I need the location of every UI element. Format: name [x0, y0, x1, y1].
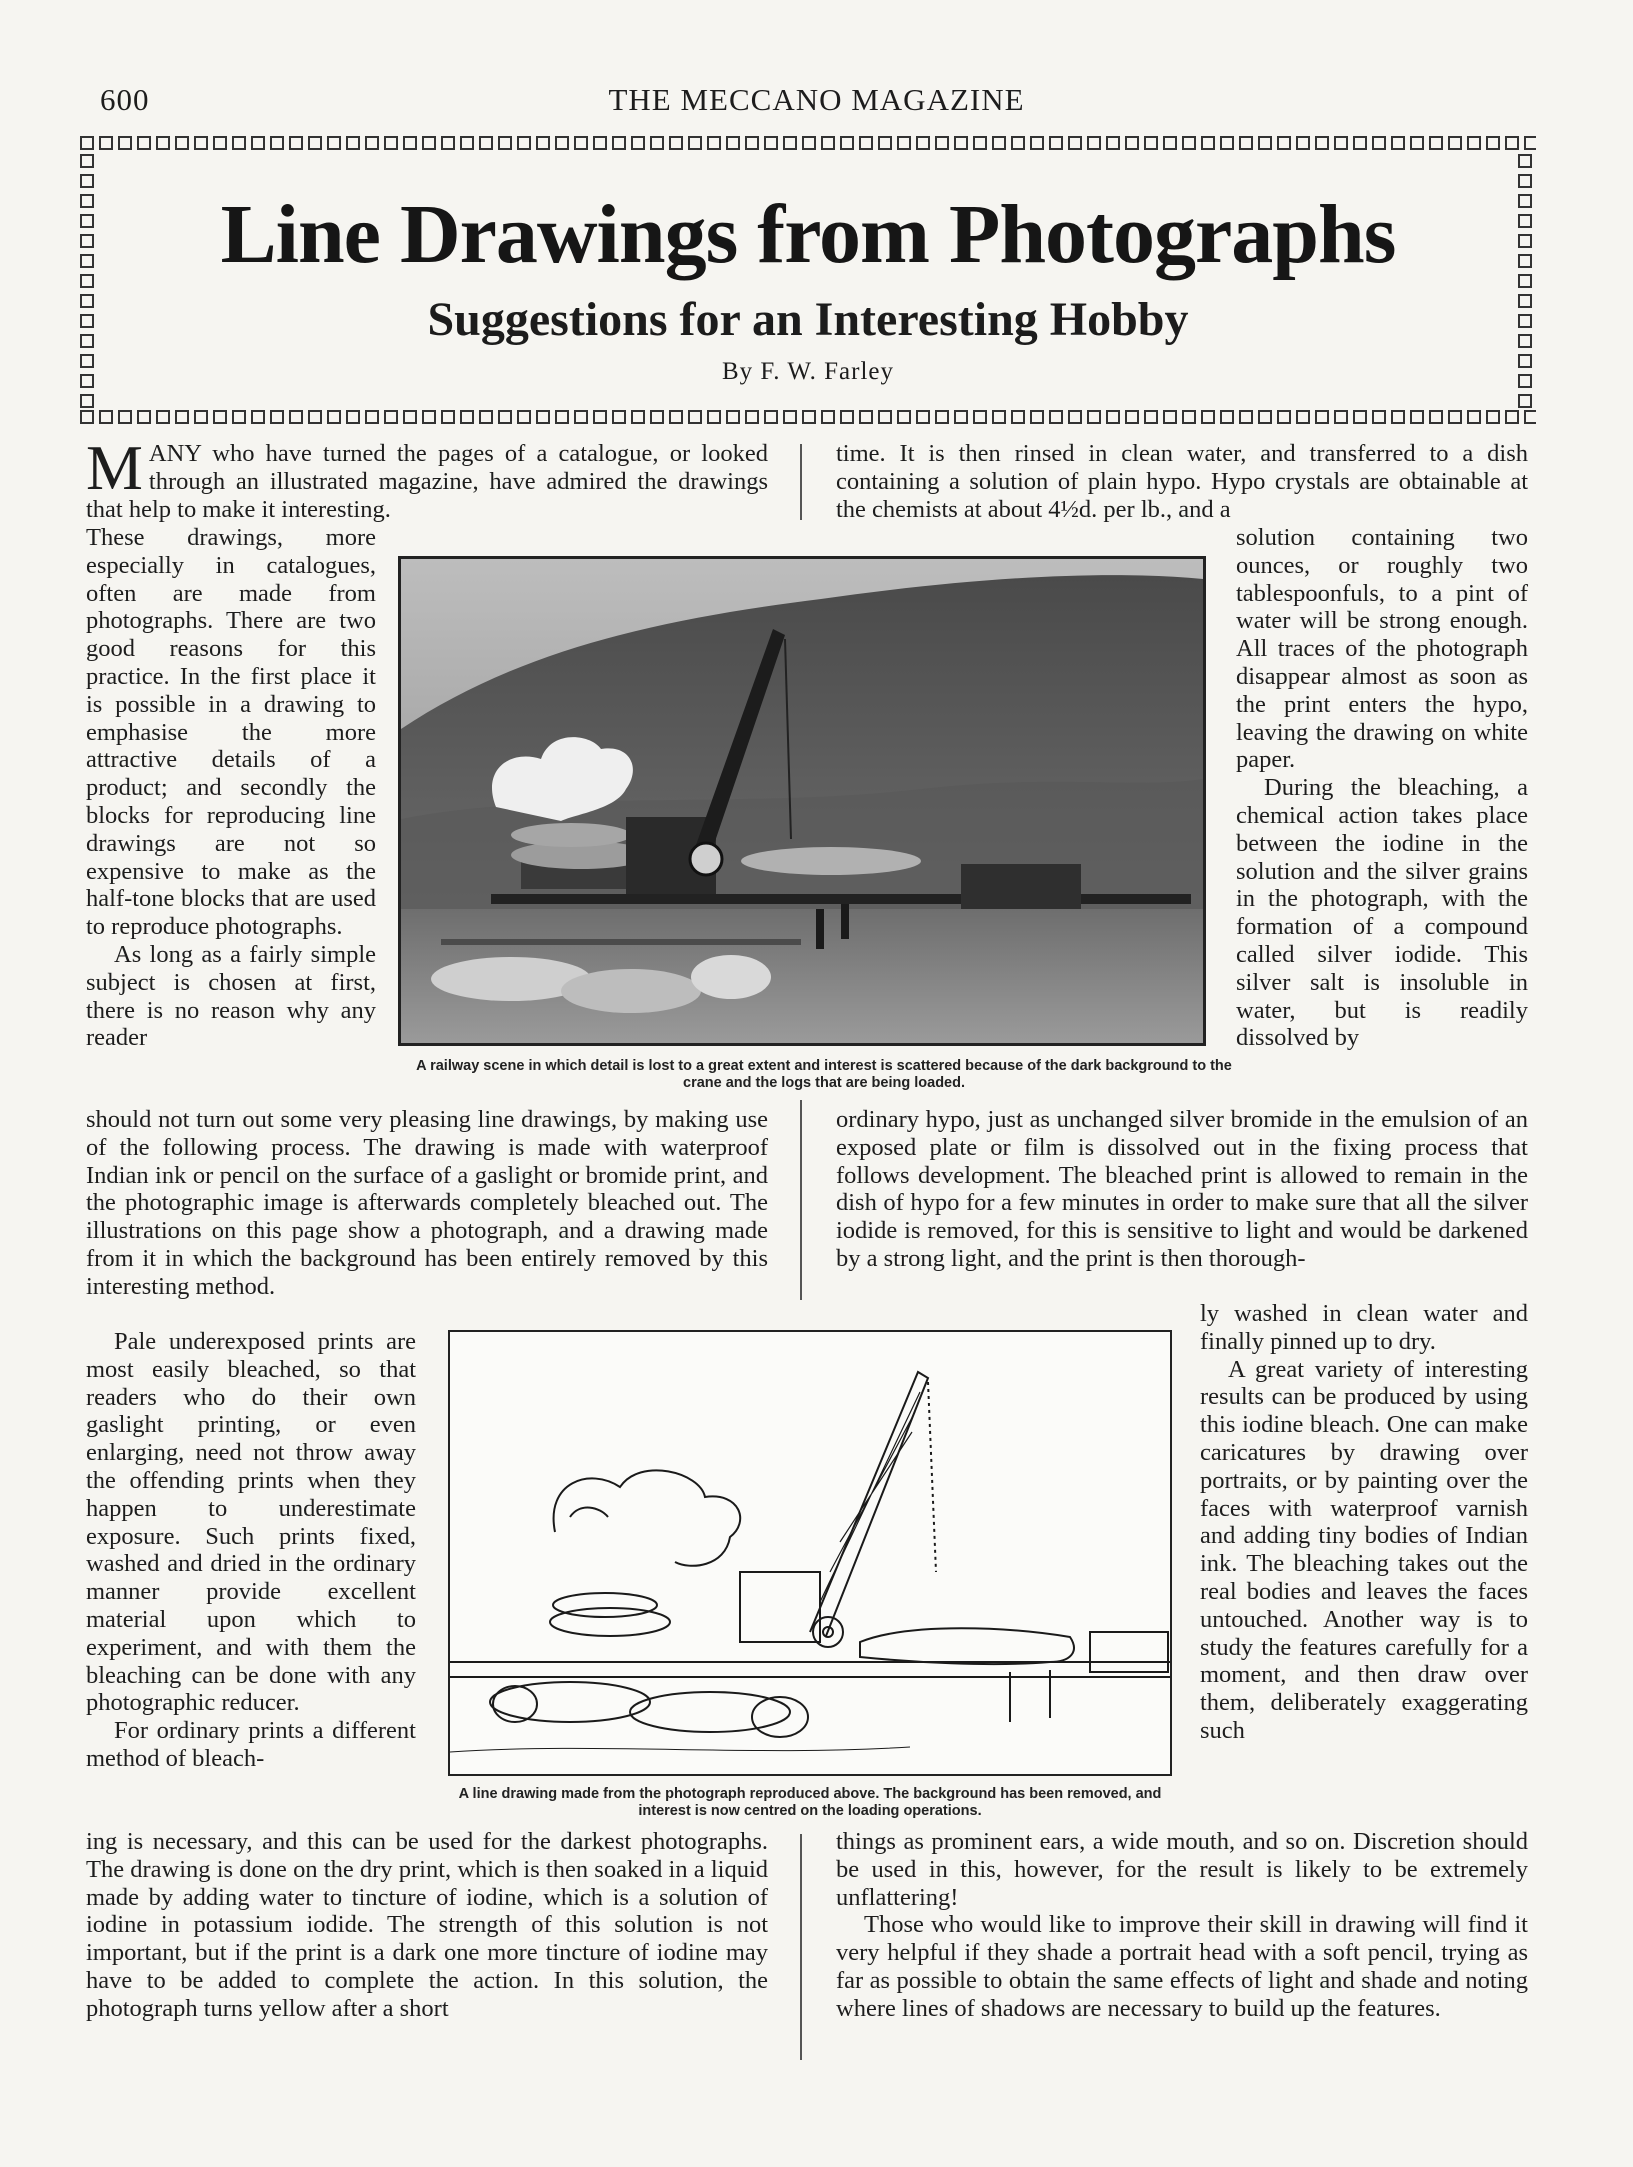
border-square	[441, 136, 455, 150]
border-square	[916, 136, 930, 150]
border-square	[593, 410, 607, 424]
border-square	[688, 136, 702, 150]
border-square	[764, 410, 778, 424]
paragraph: time. It is then rinsed in clean water, and transferred to a dish containing a solution of plain hypo. Hypo crystals are obtainable at the chemists at about 4½d. per lb., and a	[836, 440, 1528, 523]
left-wide-text-1	[86, 1106, 768, 1301]
border-square	[973, 136, 987, 150]
border-square	[1296, 410, 1310, 424]
border-square	[137, 136, 151, 150]
border-square	[1277, 136, 1291, 150]
border-square	[1391, 136, 1405, 150]
border-square	[1239, 136, 1253, 150]
border-square	[954, 410, 968, 424]
border-square	[916, 410, 930, 424]
border-square	[669, 136, 683, 150]
border-square	[251, 136, 265, 150]
border-square	[802, 136, 816, 150]
border-square	[1049, 136, 1063, 150]
border-square	[764, 136, 778, 150]
border-square	[802, 410, 816, 424]
border-square	[1429, 410, 1443, 424]
border-square	[1518, 154, 1532, 168]
border-square	[156, 410, 170, 424]
border-square	[878, 410, 892, 424]
border-square	[99, 410, 113, 424]
border-square	[840, 136, 854, 150]
border-square	[289, 410, 303, 424]
border-square	[1524, 410, 1536, 424]
border-square	[1068, 410, 1082, 424]
border-square	[194, 410, 208, 424]
border-square	[859, 410, 873, 424]
border-square	[745, 136, 759, 150]
border-square	[1163, 410, 1177, 424]
border-square	[1505, 410, 1519, 424]
border-square	[1410, 136, 1424, 150]
border-square	[460, 136, 474, 150]
border-square	[1353, 136, 1367, 150]
border-square	[175, 136, 189, 150]
border-square	[308, 410, 322, 424]
border-square	[441, 410, 455, 424]
border-square	[1467, 136, 1481, 150]
paragraph: Those who would like to improve their skill in drawing will find it very helpful if they shade a portrait head with a soft pencil, trying as far as possible to obtain the same effects of light and shade and noting where lines of shadows are necessary to build up the features.	[836, 1911, 1528, 2022]
border-square	[1277, 410, 1291, 424]
border-square	[1505, 136, 1519, 150]
border-square	[1296, 136, 1310, 150]
border-square	[1163, 136, 1177, 150]
drawing-caption: A line drawing made from the photograph reproduced above. The background has been removed, and interest is now centred on the loading operations.	[458, 1786, 1162, 1819]
border-square	[365, 410, 379, 424]
border-square	[1518, 394, 1532, 408]
border-square	[80, 154, 94, 168]
byline: By F. W. Farley	[721, 358, 895, 385]
border-square	[1353, 410, 1367, 424]
border-square	[422, 410, 436, 424]
border-square	[1258, 136, 1272, 150]
border-square	[1087, 410, 1101, 424]
border-square	[574, 136, 588, 150]
paragraph: As long as a fairly simple subject is chosen at first, there is no reason why any reader	[86, 940, 376, 1052]
border-square	[498, 410, 512, 424]
border-square	[517, 410, 531, 424]
border-square	[536, 136, 550, 150]
line-drawing-figure	[448, 1330, 1172, 1776]
article-intro	[86, 432, 768, 523]
border-square	[650, 136, 664, 150]
border-square	[1087, 136, 1101, 150]
border-square	[99, 136, 113, 150]
border-square	[384, 136, 398, 150]
border-square	[384, 410, 398, 424]
border-square	[745, 410, 759, 424]
border-square	[1372, 136, 1386, 150]
border-square	[460, 410, 474, 424]
photograph-image	[401, 559, 1203, 1043]
border-square	[1144, 410, 1158, 424]
border-square	[80, 394, 94, 408]
border-square	[954, 136, 968, 150]
border-square	[80, 410, 94, 424]
border-square	[1030, 136, 1044, 150]
border-square	[840, 410, 854, 424]
border-square	[992, 136, 1006, 150]
paragraph: solution containing two ounces, or roughly two tablespoonfuls, to a pint of water will be strong enough. All traces of the photograph disappear almost as soon as the print enters the hypo, leaving the drawing on white paper.	[1236, 524, 1528, 774]
border-square	[194, 136, 208, 150]
border-square	[137, 410, 151, 424]
border-square	[612, 410, 626, 424]
paragraph: things as prominent ears, a wide mouth, and so on. Discretion should be used in this, however, for the result is likely to be extremely unflattering!	[836, 1828, 1528, 1911]
paragraph: ly washed in clean water and finally pinned up to dry.	[1200, 1300, 1528, 1355]
border-square	[688, 410, 702, 424]
border-square	[346, 410, 360, 424]
border-square	[1410, 410, 1424, 424]
border-square	[1486, 136, 1500, 150]
border-square	[251, 410, 265, 424]
border-square	[327, 136, 341, 150]
border-square	[1391, 410, 1405, 424]
border-square	[612, 136, 626, 150]
border-square	[1448, 410, 1462, 424]
border-square	[973, 410, 987, 424]
border-square	[1011, 410, 1025, 424]
border-square	[783, 410, 797, 424]
border-square	[1011, 136, 1025, 150]
photograph-caption: A railway scene in which detail is lost to a great extent and interest is scattered because of the dark background to the crane and the logs that are being loaded.	[416, 1058, 1232, 1091]
border-square	[327, 410, 341, 424]
border-square	[1429, 136, 1443, 150]
border-square	[1334, 410, 1348, 424]
paragraph: should not turn out some very pleasing line drawings, by making use of the following process. The drawing is made with waterproof Indian ink or pencil on the surface of a gaslight or bromide print, and the photographic image is afterwards completely bleached out. The illustrations on this page show a photograph, and a drawing made from it in which the background has been entirely removed by this interesting method.	[86, 1106, 768, 1300]
border-square	[574, 410, 588, 424]
border-square	[707, 410, 721, 424]
border-square	[1049, 410, 1063, 424]
border-square	[1524, 136, 1536, 150]
paragraph: A great variety of interesting results can be produced by using this iodine bleach. One can make caricatures by drawing over portraits, or by painting over the faces with waterproof varnish and adding tiny bodies of Indian ink. The bleaching takes out the real bodies and leaves the faces untouched. Another way is to study the features carefully for a moment, and then draw over them, deliberately exaggerating such	[1200, 1355, 1528, 1744]
border-square	[536, 410, 550, 424]
magazine-title: THE MECCANO MAGAZINE	[608, 82, 1025, 117]
paragraph: ordinary hypo, just as unchanged silver bromide in the emulsion of an exposed plate or film is dissolved out in the fixing process that follows development. The bleached print is allowed to remain in the dish of hypo for a few minutes in order to make sure that all the silver iodide is removed, for this is sensitive to light and would be darkened by a strong light, and the print is then thorough-	[836, 1106, 1528, 1272]
page-number: 600	[100, 82, 150, 117]
border-square	[1334, 136, 1348, 150]
border-square	[1201, 410, 1215, 424]
border-square	[1125, 410, 1139, 424]
border-square	[403, 136, 417, 150]
border-square	[555, 410, 569, 424]
border-square	[80, 136, 94, 150]
border-square	[897, 410, 911, 424]
left-wide-text-2	[86, 1828, 768, 2023]
border-square	[783, 136, 797, 150]
right-wide-text-1	[836, 440, 1528, 523]
border-square	[726, 136, 740, 150]
border-square	[631, 136, 645, 150]
border-square	[498, 136, 512, 150]
border-square	[1486, 410, 1500, 424]
border-square	[365, 136, 379, 150]
border-square	[1106, 136, 1120, 150]
border-square	[821, 136, 835, 150]
article-subtitle: Suggestions for an Interesting Hobby	[427, 293, 1189, 346]
border-square	[1448, 136, 1462, 150]
border-square	[1239, 410, 1253, 424]
border-square	[403, 410, 417, 424]
border-square	[593, 136, 607, 150]
paragraph: These drawings, more especially in catalogues, often are made from photographs. There are two good reasons for this practice. In the first place it is possible in a drawing to emphasise the more attractive details of a product; and secondly the blocks for reproducing line drawings are not so expensive to make as the half-tone blocks that are used to reproduce photographs.	[86, 524, 376, 941]
border-square	[859, 136, 873, 150]
column-rule	[800, 1834, 802, 2060]
title-box	[80, 136, 1536, 428]
border-square	[1467, 410, 1481, 424]
article-title: Line Drawings from Photographs	[220, 188, 1396, 281]
border-square	[118, 136, 132, 150]
paragraph: For ordinary prints a different method of bleach-	[86, 1717, 416, 1772]
left-narrow-text-2	[86, 1328, 416, 1773]
border-square	[1182, 410, 1196, 424]
border-square	[935, 410, 949, 424]
border-square	[1220, 410, 1234, 424]
border-square	[821, 410, 835, 424]
border-square	[175, 410, 189, 424]
border-square	[479, 136, 493, 150]
border-square	[270, 136, 284, 150]
border-square	[992, 410, 1006, 424]
paragraph: During the bleaching, a chemical action takes place between the iodine in the solution and the silver grains in the photograph, with the formation of a compound called silver iodide. This silver salt is insoluble in water, but is readily dissolved by	[1236, 774, 1528, 1052]
title-border-bottom	[80, 410, 1536, 428]
border-square	[213, 136, 227, 150]
border-square	[1315, 410, 1329, 424]
right-wide-text-3	[836, 1828, 1528, 2023]
border-square	[650, 410, 664, 424]
border-square	[1068, 136, 1082, 150]
border-square	[232, 410, 246, 424]
border-square	[346, 136, 360, 150]
border-square	[1106, 410, 1120, 424]
border-square	[935, 136, 949, 150]
intro-paragraph: ANY who have turned the pages of a catalogue, or looked through an illustrated magazine, have admired the drawings that help to make it interesting.	[86, 440, 768, 523]
border-square	[726, 410, 740, 424]
border-square	[1030, 410, 1044, 424]
border-square	[1144, 136, 1158, 150]
border-square	[1182, 136, 1196, 150]
left-narrow-text-1	[86, 524, 376, 1052]
right-wide-text-2	[836, 1106, 1528, 1273]
border-square	[156, 136, 170, 150]
border-square	[1201, 136, 1215, 150]
paragraph: ing is necessary, and this can be used for the darkest photographs. The drawing is done on the dry print, which is then soaked in a liquid made by adding water to tincture of iodine, which is a solution of iodine in potassium iodide. The strength of this solution is not important, but if the print is a dark one more tincture of iodine may have to be added to complete the action. In this solution, the photograph turns yellow after a short	[86, 1828, 768, 2022]
border-square	[213, 410, 227, 424]
border-square	[1258, 410, 1272, 424]
column-rule	[800, 1100, 802, 1300]
border-square	[479, 410, 493, 424]
border-square	[707, 136, 721, 150]
border-square	[631, 410, 645, 424]
border-square	[289, 136, 303, 150]
border-square	[897, 136, 911, 150]
border-square	[1372, 410, 1386, 424]
border-square	[517, 136, 531, 150]
border-square	[270, 410, 284, 424]
title-border-top	[80, 136, 1536, 154]
border-square	[1315, 136, 1329, 150]
border-square	[308, 136, 322, 150]
border-square	[555, 136, 569, 150]
border-square	[878, 136, 892, 150]
border-square	[1220, 136, 1234, 150]
right-narrow-text-1	[1236, 524, 1528, 1052]
border-square	[232, 136, 246, 150]
drop-cap: M	[86, 432, 143, 503]
line-drawing-image	[450, 1332, 1170, 1774]
right-narrow-text-2	[1200, 1300, 1528, 1745]
paragraph: Pale underexposed prints are most easily bleached, so that readers who do their own gaslight printing, or even enlarging, need not throw away the offending prints when they happen to underestimate exposure. Such prints fixed, washed and dried in the ordinary manner provide excellent material upon which to experiment, and with them the bleaching can be done with any photographic reducer.	[86, 1328, 416, 1717]
border-square	[118, 410, 132, 424]
railway-photograph	[398, 556, 1206, 1046]
border-square	[422, 136, 436, 150]
column-rule	[800, 444, 802, 520]
border-square	[669, 410, 683, 424]
border-square	[1125, 136, 1139, 150]
